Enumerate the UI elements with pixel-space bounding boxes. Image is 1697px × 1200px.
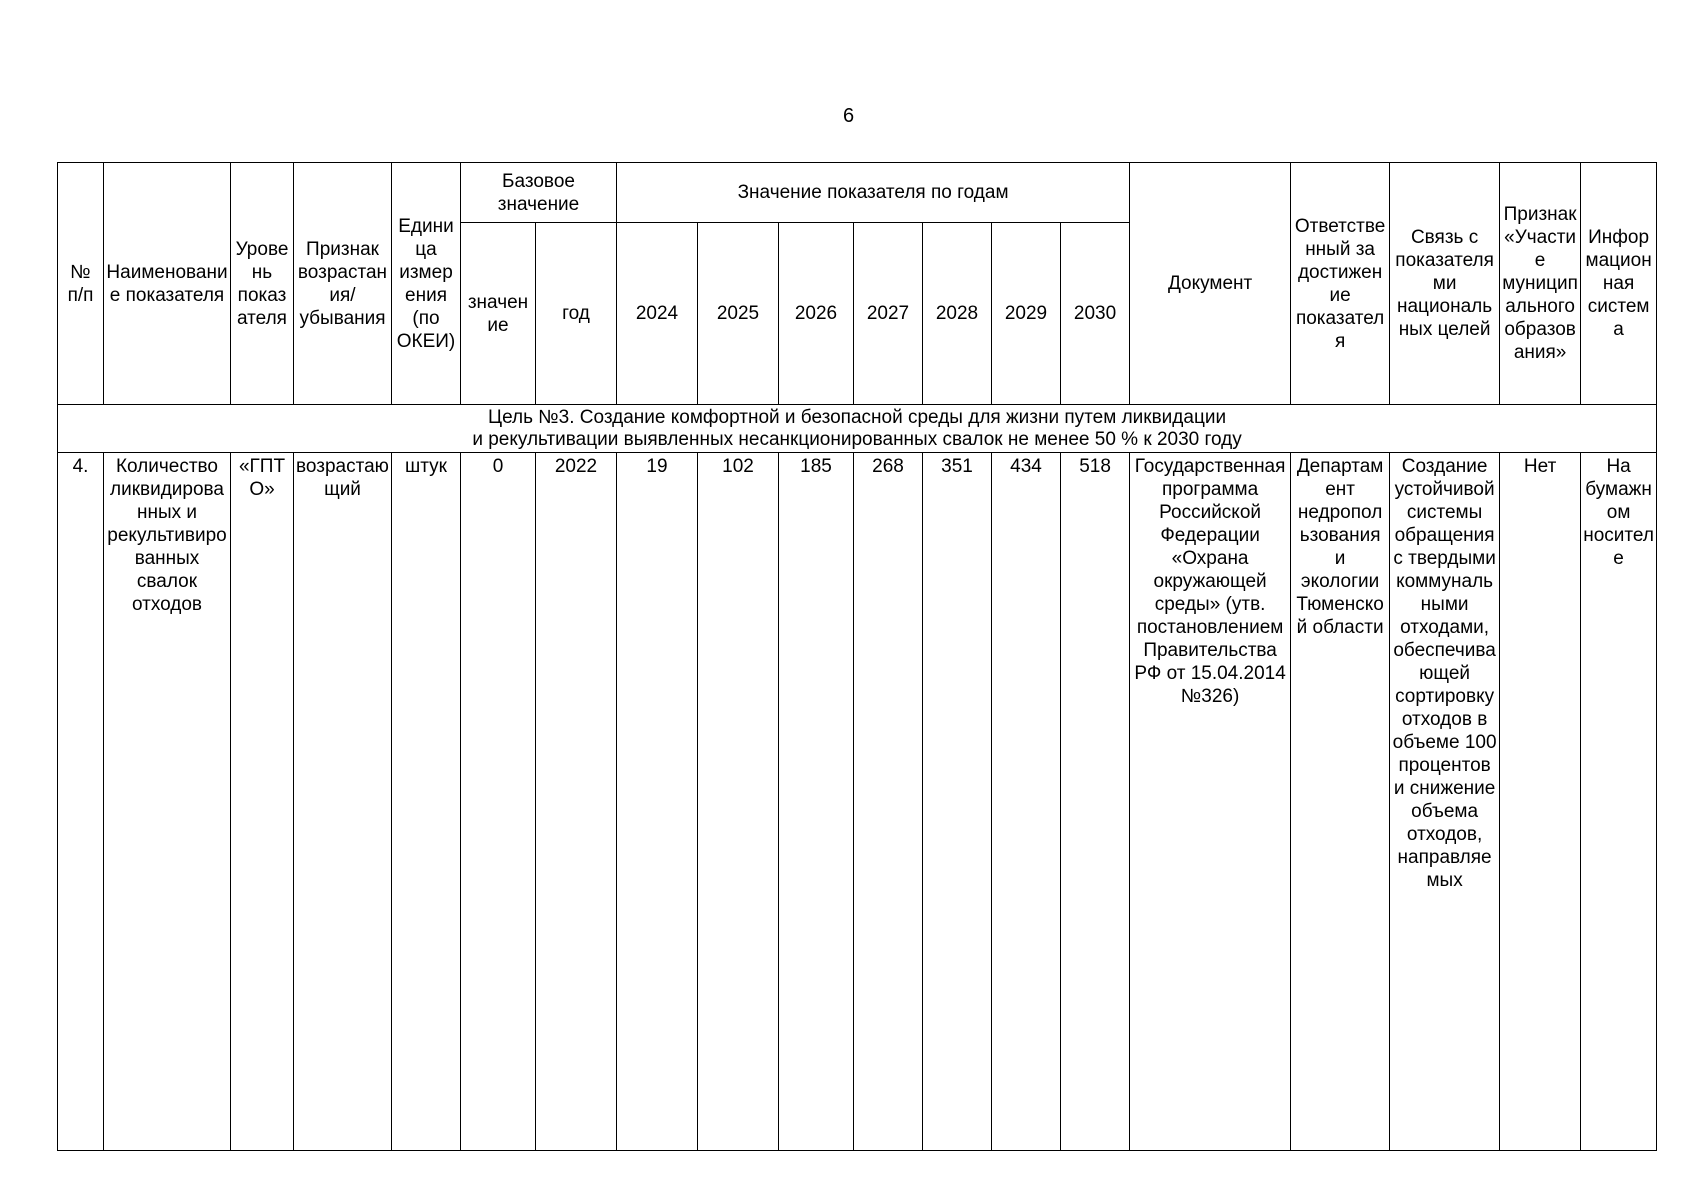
row-info-system: На бумажном носителе [1581,453,1657,1151]
header-year: 2029 [992,223,1061,405]
header-years-title: Значение показателя по годам [617,163,1130,223]
goal-line-1: Цель №3. Создание комфортной и безопасной среды для жизни путем ликвидации [488,406,1227,428]
header-name: Наименование показателя [104,163,231,405]
header-municipal: Признак «Участие муниципального образования» [1500,163,1581,405]
row-document: Государственная программа Российской Федерации «Охрана окружающей среды» (утв. постановлением Правительства РФ от 15.04.2014 №326) [1130,453,1291,1151]
header-base-year: год [536,223,617,405]
header-info-system: Информационная система [1581,163,1657,405]
page-number: 6 [842,105,855,127]
header-year: 2025 [698,223,779,405]
row-value: 351 [923,453,992,1151]
header-document: Документ [1130,163,1291,405]
row-link: Создание устойчивой системы обращения с твердыми коммунальными отходами, обеспечивающей сортировку отходов в объеме 100 процентов и снижение объема отходов, направляемых [1390,453,1500,1151]
header-year: 2030 [1061,223,1130,405]
row-value: 19 [617,453,698,1151]
row-level: «ГПТО» [231,453,294,1151]
row-value: 268 [854,453,923,1151]
row-value: 102 [698,453,779,1151]
goal-text [58,405,1657,453]
row-trend: возрастающий [294,453,392,1151]
row-base-year: 2022 [536,453,617,1151]
row-value: 434 [992,453,1061,1151]
goal-row [58,405,1657,453]
header-base-value: значение [461,223,536,405]
row-municipal: Нет [1500,453,1581,1151]
row-base-value: 0 [461,453,536,1151]
header-year: 2026 [779,223,854,405]
row-name: Количество ликвидированных и рекультивированных свалок отходов [104,453,231,1151]
header-year: 2024 [617,223,698,405]
goal-line-2: и рекультивации выявленных несанкционированных свалок не менее 50 % к 2030 году [472,428,1242,450]
row-responsible: Департамент недропользования и экологии Тюменской области [1291,453,1390,1151]
header-year: 2027 [854,223,923,405]
header-trend: Признак возрастания/ убывания [294,163,392,405]
row-value: 185 [779,453,854,1151]
indicators-table [57,162,1657,1151]
header-year: 2028 [923,223,992,405]
header-responsible: Ответственный за достижение показателя [1291,163,1390,405]
row-num: 4. [58,453,104,1151]
header-base: Базовое значение [461,163,617,223]
table-row [58,453,1657,1151]
header-level: Уровень показателя [231,163,294,405]
row-value: 518 [1061,453,1130,1151]
row-unit: штук [392,453,461,1151]
header-num: № п/п [58,163,104,405]
header-link: Связь с показателями национальных целей [1390,163,1500,405]
header-unit: Единица измерения (по ОКЕИ) [392,163,461,405]
header-row [58,163,1657,223]
